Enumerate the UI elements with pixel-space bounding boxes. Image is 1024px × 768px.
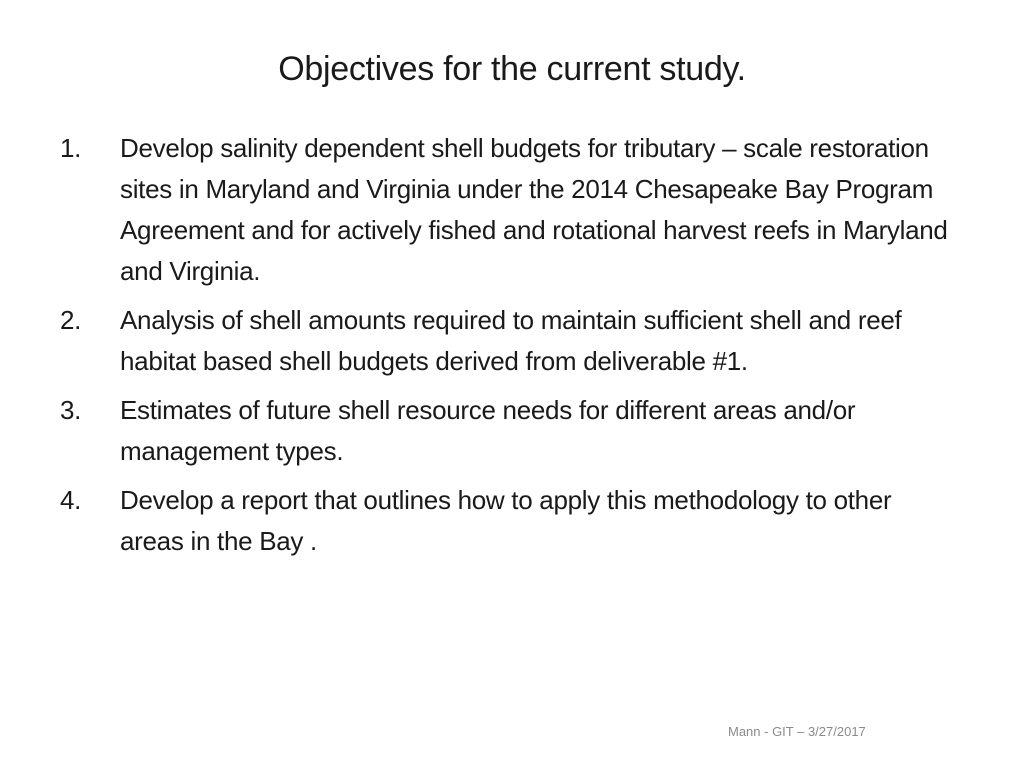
objective-number: 3.: [60, 395, 82, 425]
objective-number: 1.: [60, 133, 82, 163]
objective-text: Develop salinity dependent shell budgets for tributary – scale restoration sites in Maryland and Virginia under the 2014 Chesapeake Bay Program Agreement and for actively fished and rotational harvest reefs in Maryland and Virginia.: [120, 133, 948, 286]
objective-item: [60, 300, 960, 382]
objective-item: [60, 390, 960, 472]
objective-number: 2.: [60, 305, 82, 335]
objective-text: Estimates of future shell resource needs for different areas and/or management types.: [120, 395, 856, 466]
slide-footer: Mann - GIT – 3/27/2017: [728, 724, 866, 739]
objective-text: Develop a report that outlines how to apply this methodology to other areas in the Bay .: [120, 485, 892, 556]
slide-title: Objectives for the current study.: [278, 50, 746, 88]
objective-item: [60, 128, 960, 292]
objective-text: Analysis of shell amounts required to maintain sufficient shell and reef habitat based shell budgets derived from deliverable #1.: [120, 305, 902, 376]
objective-number: 4.: [60, 485, 82, 515]
objectives-list: [60, 128, 960, 570]
objective-item: [60, 480, 960, 562]
